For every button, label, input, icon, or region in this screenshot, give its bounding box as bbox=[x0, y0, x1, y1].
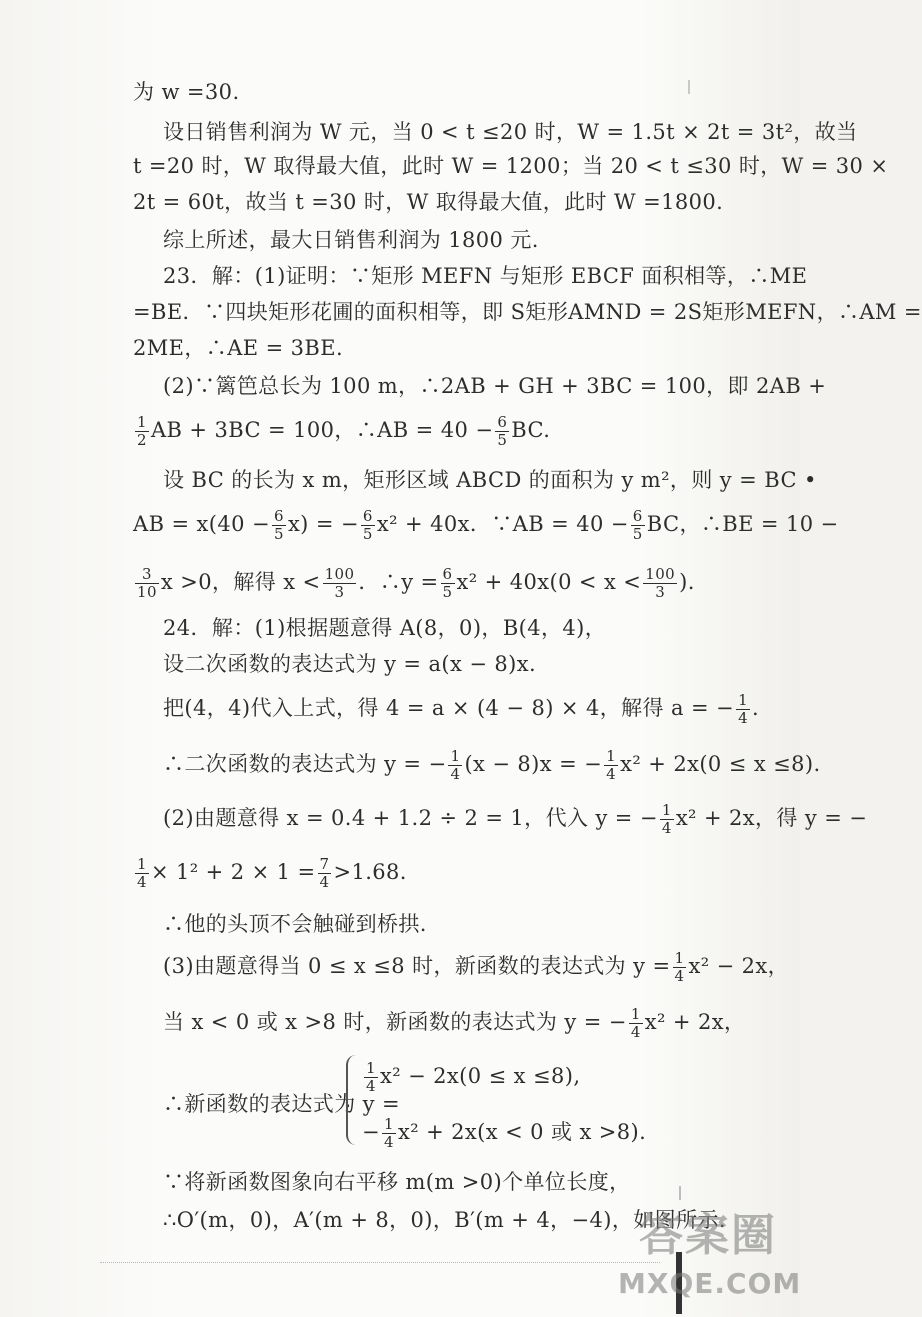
text-line-22: 当 x < 0 或 x >8 时，新函数的表达式为 y = − $\frac{1}{4}$ x² + 2x， bbox=[163, 1005, 746, 1041]
fraction: $\frac{1}{4}$ bbox=[738, 691, 749, 727]
watermark-logo bbox=[618, 1208, 802, 1316]
fraction: $\frac{3}{10}$ bbox=[137, 565, 157, 601]
page-divider bbox=[100, 1262, 660, 1263]
fraction: $\frac{1}{4}$ bbox=[366, 1059, 376, 1095]
text-line-5: 综上所述，最大日销售利润为 1800 元. bbox=[163, 228, 539, 252]
fraction: $\frac{100}{3}$ bbox=[324, 565, 355, 601]
fraction: $\frac{6}{5}$ bbox=[273, 507, 284, 543]
fraction: $\frac{6}{5}$ bbox=[497, 413, 508, 449]
text-line-25: ∴O′(m，0)，A′(m + 8，0)，B′(m + 4，−4)，如图所示. bbox=[163, 1208, 726, 1232]
piecewise-case-2: − $\frac{1}{4}$ x² + 2x(x < 0 或 x >8). bbox=[362, 1115, 647, 1151]
text-line-7: =BE．∵四块矩形花圃的面积相等，即 S矩形AMND = 2S矩形MEFN，∴AM = bbox=[133, 300, 922, 324]
text-line-21: (3)由题意得当 0 ≤ x ≤8 时，新函数的表达式为 y = $\frac{1}{4}$ x² − 2x， bbox=[163, 949, 790, 985]
fraction: $\frac{1}{4}$ bbox=[674, 949, 685, 985]
text-line-16: 把(4，4)代入上式，得 4 = a × (4 − 8) × 4，解得 a = − $\frac{1}{4}$ . bbox=[163, 691, 760, 727]
text-line-18: (2)由题意得 x = 0.4 + 1.2 ÷ 2 = 1，代入 y = − $\frac{1}{4}$ x² + 2x，得 y = − bbox=[163, 801, 868, 837]
fraction: $\frac{1}{4}$ bbox=[450, 747, 461, 783]
watermark-url: MXQE.COM bbox=[618, 1267, 802, 1300]
fraction: $\frac{100}{3}$ bbox=[645, 565, 676, 601]
fraction: $\frac{1}{2}$ bbox=[137, 413, 147, 449]
text-line-20: ∴他的头顶不会触碰到桥拱. bbox=[163, 912, 427, 936]
text-line-13: $\frac{3}{10}$ x >0，解得 x < $\frac{100}{3}$ ．∴y = $\frac{6}{5}$ x² + 40x(0 < x < $\frac{100}{3}$ ). bbox=[137, 565, 695, 601]
text-line-9: (2)∵篱笆总长为 100 m，∴2AB + GH + 3BC = 100，即 2AB + bbox=[163, 374, 827, 398]
text-line-14: 24．解：(1)根据题意得 A(8，0)，B(4，4)， bbox=[163, 616, 607, 640]
page-edge-mark bbox=[688, 80, 690, 94]
text-line-2: 设日销售利润为 W 元，当 0 < t ≤20 时，W = 1.5t × 2t = 3t²，故当 bbox=[163, 120, 858, 144]
text-line-10: $\frac{1}{2}$ AB + 3BC = 100，∴AB = 40 − $\frac{6}{5}$ BC. bbox=[137, 413, 551, 449]
text-line-23: ∴新函数的表达式为 y = bbox=[163, 1092, 401, 1116]
piecewise-brace bbox=[346, 1055, 360, 1145]
text-line-12: AB = x(40 − $\frac{6}{5}$ x) = − $\frac{6}{5}$ x² + 40x．∵AB = 40 − $\frac{6}{5}$ BC，∴BE = 10 − bbox=[133, 507, 839, 543]
text-line-15: 设二次函数的表达式为 y = a(x − 8)x. bbox=[163, 652, 537, 676]
text-line-3: t =20 时，W 取得最大值，此时 W = 1200；当 20 < t ≤30 时，W = 30 × bbox=[133, 154, 889, 178]
fraction: $\frac{1}{4}$ bbox=[384, 1115, 394, 1151]
fraction: $\frac{1}{4}$ bbox=[137, 855, 147, 891]
text-line-24: ∵将新函数图象向右平移 m(m >0)个单位长度， bbox=[163, 1170, 631, 1194]
piecewise-case-1: $\frac{1}{4}$ x² − 2x(0 ≤ x ≤8), bbox=[366, 1059, 581, 1095]
text-line-4: 2t = 60t，故当 t =30 时，W 取得最大值，此时 W =1800. bbox=[133, 190, 724, 214]
fraction: $\frac{1}{4}$ bbox=[630, 1005, 641, 1041]
text-line-8: 2ME，∴AE = 3BE. bbox=[133, 336, 344, 360]
fraction: $\frac{6}{5}$ bbox=[442, 565, 453, 601]
text-line-1: 为 w =30. bbox=[133, 80, 240, 104]
fraction: $\frac{7}{4}$ bbox=[319, 855, 330, 891]
watermark-text: 答案圈 bbox=[639, 1210, 777, 1261]
text-line-19: $\frac{1}{4}$ × 1² + 2 × 1 = $\frac{7}{4}$ >1.68. bbox=[137, 855, 407, 891]
text-line-11: 设 BC 的长为 x m，矩形区域 ABCD 的面积为 y m²，则 y = BC • bbox=[163, 468, 817, 492]
text-line-6: 23．解：(1)证明：∵矩形 MEFN 与矩形 EBCF 面积相等，∴ME bbox=[163, 264, 808, 288]
fraction: $\frac{6}{5}$ bbox=[632, 507, 643, 543]
fraction: $\frac{1}{4}$ bbox=[606, 747, 617, 783]
fraction: $\frac{6}{5}$ bbox=[362, 507, 373, 543]
text-line-17: ∴二次函数的表达式为 y = − $\frac{1}{4}$ (x − 8)x = − $\frac{1}{4}$ x² + 2x(0 ≤ x ≤8). bbox=[163, 747, 821, 783]
page-edge-mark bbox=[679, 1186, 681, 1200]
fraction: $\frac{1}{4}$ bbox=[661, 801, 672, 837]
